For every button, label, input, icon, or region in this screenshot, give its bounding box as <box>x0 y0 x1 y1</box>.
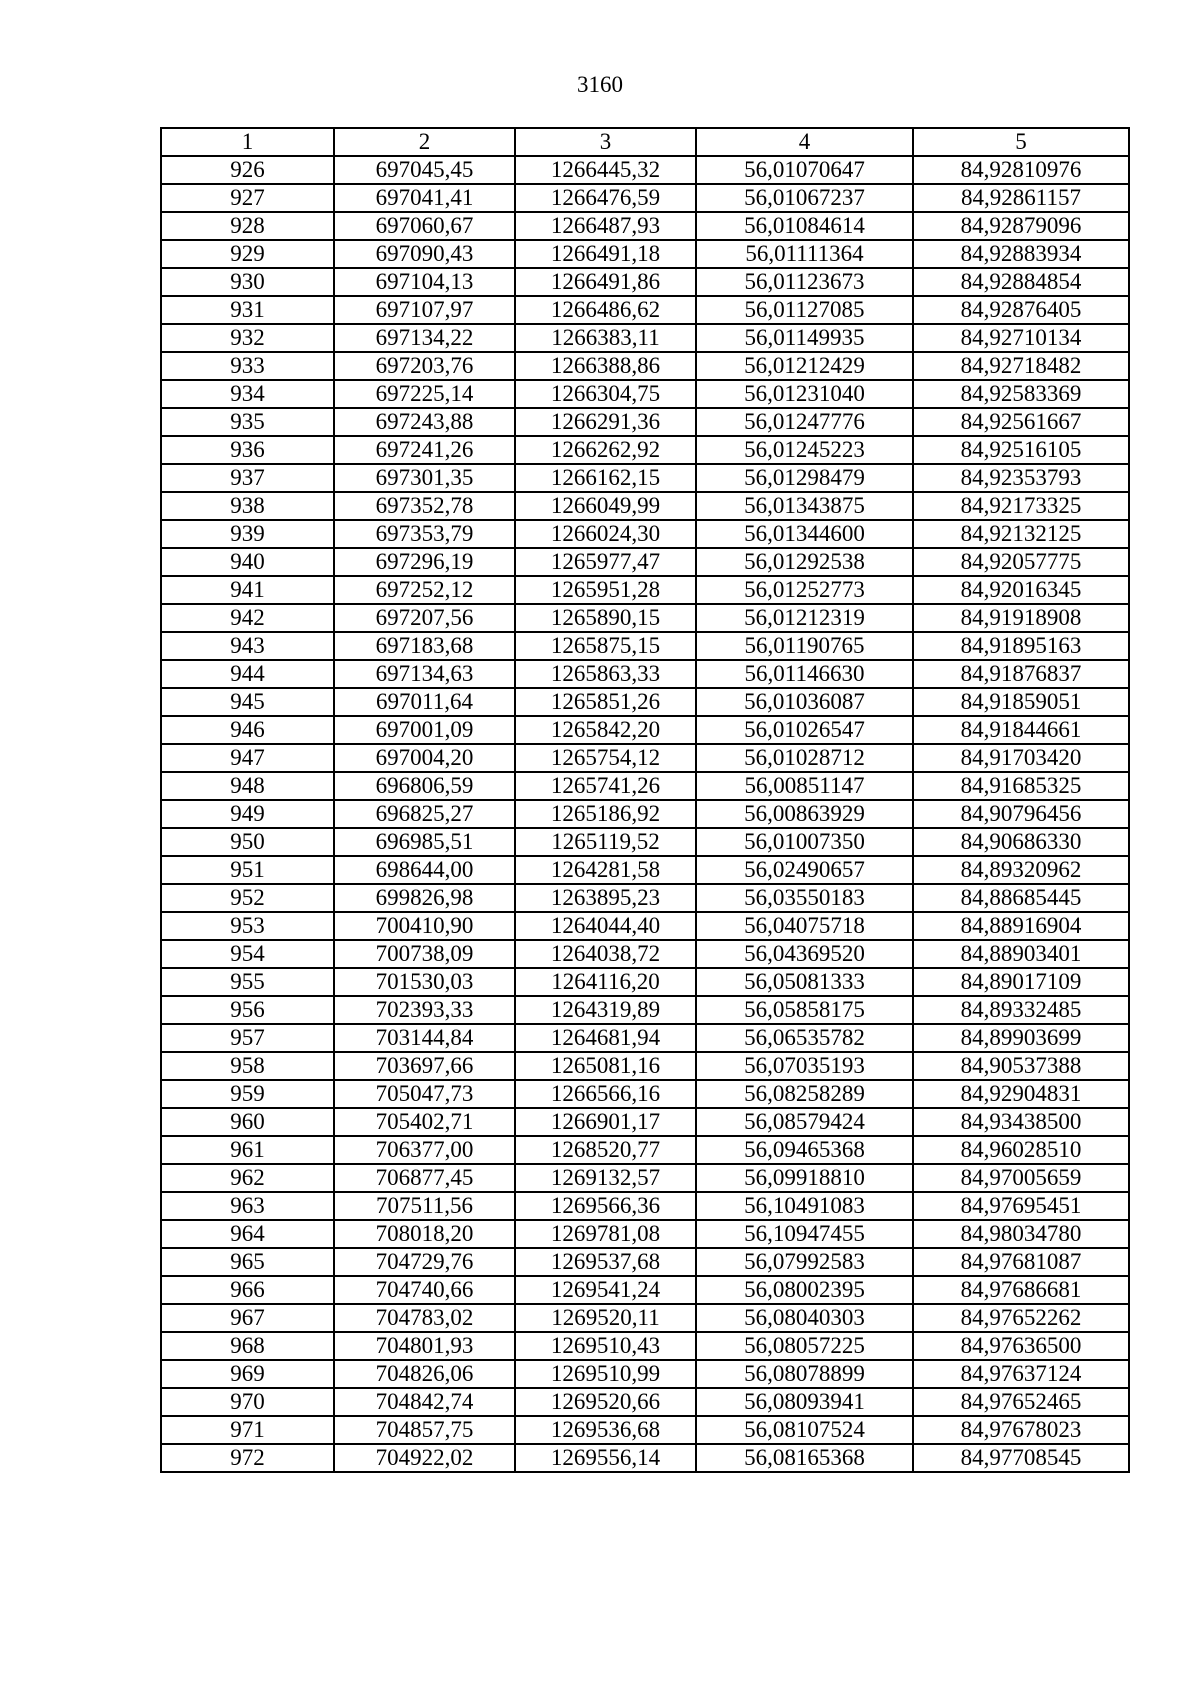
table-cell-col-5: 84,92810976 <box>913 156 1129 184</box>
table-cell-col-4: 56,09918810 <box>696 1164 913 1192</box>
page-number: 3160 <box>577 72 623 97</box>
table-row <box>161 884 1129 912</box>
table-row <box>161 968 1129 996</box>
table-cell-col-5: 84,92710134 <box>913 324 1129 352</box>
table-cell-col-3: 1264681,94 <box>515 1024 696 1052</box>
table-cell-col-3: 1269536,68 <box>515 1416 696 1444</box>
table-cell-col-4: 56,01212429 <box>696 352 913 380</box>
table-row <box>161 1416 1129 1444</box>
table-cell-col-2: 700738,09 <box>334 940 515 968</box>
table-cell-col-1: 949 <box>161 800 334 828</box>
table-cell-col-5: 84,92132125 <box>913 520 1129 548</box>
table-cell-col-1: 939 <box>161 520 334 548</box>
table-cell-col-3: 1265951,28 <box>515 576 696 604</box>
table-cell-col-2: 697134,22 <box>334 324 515 352</box>
table-cell-col-4: 56,08165368 <box>696 1444 913 1472</box>
table-cell-col-2: 697060,67 <box>334 212 515 240</box>
table-row <box>161 436 1129 464</box>
table-cell-col-4: 56,01247776 <box>696 408 913 436</box>
table-cell-col-1: 926 <box>161 156 334 184</box>
table-cell-col-4: 56,04369520 <box>696 940 913 968</box>
table-row <box>161 492 1129 520</box>
table-cell-col-4: 56,03550183 <box>696 884 913 912</box>
table-row <box>161 660 1129 688</box>
table-cell-col-1: 945 <box>161 688 334 716</box>
table-cell-col-3: 1269520,11 <box>515 1304 696 1332</box>
table-row <box>161 1024 1129 1052</box>
table-cell-col-4: 56,01028712 <box>696 744 913 772</box>
table-cell-col-1: 936 <box>161 436 334 464</box>
table-cell-col-1: 953 <box>161 912 334 940</box>
table-body <box>161 128 1129 1472</box>
table-cell-col-2: 696825,27 <box>334 800 515 828</box>
table-cell-col-3: 1266901,17 <box>515 1108 696 1136</box>
table-row <box>161 1248 1129 1276</box>
table-cell-col-1: 943 <box>161 632 334 660</box>
table-cell-col-1: 947 <box>161 744 334 772</box>
table-cell-col-5: 84,92561667 <box>913 408 1129 436</box>
table-cell-col-2: 704857,75 <box>334 1416 515 1444</box>
table-cell-col-2: 697241,26 <box>334 436 515 464</box>
table-cell-col-3: 1265842,20 <box>515 716 696 744</box>
table-cell-col-4: 56,01036087 <box>696 688 913 716</box>
table-cell-col-2: 705402,71 <box>334 1108 515 1136</box>
table-cell-col-5: 84,97708545 <box>913 1444 1129 1472</box>
table-cell-col-2: 697011,64 <box>334 688 515 716</box>
table-cell-col-3: 1265754,12 <box>515 744 696 772</box>
table-cell-col-4: 56,05081333 <box>696 968 913 996</box>
table-cell-col-5: 84,90537388 <box>913 1052 1129 1080</box>
table-cell-col-5: 84,97678023 <box>913 1416 1129 1444</box>
table-cell-col-4: 56,05858175 <box>696 996 913 1024</box>
table-row <box>161 996 1129 1024</box>
table-cell-col-2: 697243,88 <box>334 408 515 436</box>
table-row <box>161 940 1129 968</box>
header-cell-2: 2 <box>334 128 515 156</box>
table-cell-col-1: 935 <box>161 408 334 436</box>
table-cell-col-2: 700410,90 <box>334 912 515 940</box>
table-row <box>161 212 1129 240</box>
table-cell-col-4: 56,01127085 <box>696 296 913 324</box>
table-cell-col-4: 56,06535782 <box>696 1024 913 1052</box>
table-cell-col-2: 704922,02 <box>334 1444 515 1472</box>
header-cell-5: 5 <box>913 128 1129 156</box>
table-cell-col-1: 957 <box>161 1024 334 1052</box>
table-cell-col-5: 84,92057775 <box>913 548 1129 576</box>
table-cell-col-4: 56,01007350 <box>696 828 913 856</box>
table-cell-col-5: 84,97686681 <box>913 1276 1129 1304</box>
header-cell-3: 3 <box>515 128 696 156</box>
table-cell-col-3: 1265977,47 <box>515 548 696 576</box>
table-cell-col-4: 56,08057225 <box>696 1332 913 1360</box>
table-cell-col-5: 84,91918908 <box>913 604 1129 632</box>
coordinates-table <box>160 127 1130 1473</box>
table-cell-col-4: 56,08579424 <box>696 1108 913 1136</box>
table-row <box>161 856 1129 884</box>
table-cell-col-1: 942 <box>161 604 334 632</box>
table-cell-col-1: 931 <box>161 296 334 324</box>
table-row <box>161 912 1129 940</box>
table-cell-col-2: 697353,79 <box>334 520 515 548</box>
table-row <box>161 380 1129 408</box>
table-cell-col-3: 1264281,58 <box>515 856 696 884</box>
table-row <box>161 1220 1129 1248</box>
table-cell-col-3: 1266476,59 <box>515 184 696 212</box>
table-cell-col-2: 697183,68 <box>334 632 515 660</box>
table-cell-col-3: 1266304,75 <box>515 380 696 408</box>
table-cell-col-3: 1265875,15 <box>515 632 696 660</box>
table-cell-col-3: 1269541,24 <box>515 1276 696 1304</box>
table-cell-col-4: 56,01190765 <box>696 632 913 660</box>
table-cell-col-4: 56,01344600 <box>696 520 913 548</box>
table-cell-col-1: 965 <box>161 1248 334 1276</box>
table-cell-col-2: 697107,97 <box>334 296 515 324</box>
table-cell-col-2: 706377,00 <box>334 1136 515 1164</box>
table-cell-col-3: 1264116,20 <box>515 968 696 996</box>
table-cell-col-2: 697225,14 <box>334 380 515 408</box>
table-cell-col-4: 56,01343875 <box>696 492 913 520</box>
table-cell-col-5: 84,92516105 <box>913 436 1129 464</box>
table-cell-col-5: 84,92861157 <box>913 184 1129 212</box>
table-cell-col-5: 84,92883934 <box>913 240 1129 268</box>
table-row <box>161 408 1129 436</box>
table-row <box>161 184 1129 212</box>
table-cell-col-1: 956 <box>161 996 334 1024</box>
table-cell-col-3: 1265119,52 <box>515 828 696 856</box>
table-cell-col-5: 84,97005659 <box>913 1164 1129 1192</box>
table-cell-col-3: 1269520,66 <box>515 1388 696 1416</box>
table-cell-col-1: 940 <box>161 548 334 576</box>
table-cell-col-5: 84,91895163 <box>913 632 1129 660</box>
table-cell-col-5: 84,91844661 <box>913 716 1129 744</box>
table-cell-col-4: 56,01084614 <box>696 212 913 240</box>
table-cell-col-4: 56,01123673 <box>696 268 913 296</box>
table-cell-col-2: 703144,84 <box>334 1024 515 1052</box>
header-cell-4: 4 <box>696 128 913 156</box>
table-cell-col-4: 56,01026547 <box>696 716 913 744</box>
table-cell-col-3: 1266262,92 <box>515 436 696 464</box>
table-cell-col-1: 938 <box>161 492 334 520</box>
table-cell-col-3: 1264319,89 <box>515 996 696 1024</box>
table-row <box>161 828 1129 856</box>
table-row <box>161 520 1129 548</box>
table-row <box>161 352 1129 380</box>
table-cell-col-3: 1265741,26 <box>515 772 696 800</box>
table-cell-col-4: 56,01298479 <box>696 464 913 492</box>
table-cell-col-3: 1264038,72 <box>515 940 696 968</box>
table-row <box>161 296 1129 324</box>
table-cell-col-1: 929 <box>161 240 334 268</box>
table-cell-col-4: 56,07035193 <box>696 1052 913 1080</box>
table-cell-col-5: 84,89903699 <box>913 1024 1129 1052</box>
table-cell-col-2: 697252,12 <box>334 576 515 604</box>
table-cell-col-1: 934 <box>161 380 334 408</box>
table-cell-col-3: 1268520,77 <box>515 1136 696 1164</box>
table-cell-col-5: 84,91685325 <box>913 772 1129 800</box>
table-cell-col-4: 56,02490657 <box>696 856 913 884</box>
table-cell-col-2: 704826,06 <box>334 1360 515 1388</box>
table-cell-col-2: 696806,59 <box>334 772 515 800</box>
table-cell-col-5: 84,91859051 <box>913 688 1129 716</box>
table-cell-col-3: 1264044,40 <box>515 912 696 940</box>
table-cell-col-3: 1265890,15 <box>515 604 696 632</box>
table-cell-col-5: 84,96028510 <box>913 1136 1129 1164</box>
table-row <box>161 156 1129 184</box>
table-cell-col-1: 933 <box>161 352 334 380</box>
table-cell-col-3: 1266445,32 <box>515 156 696 184</box>
table-cell-col-4: 56,01252773 <box>696 576 913 604</box>
table-cell-col-3: 1269566,36 <box>515 1192 696 1220</box>
table-cell-col-2: 704801,93 <box>334 1332 515 1360</box>
table-row <box>161 1192 1129 1220</box>
table-cell-col-1: 962 <box>161 1164 334 1192</box>
table-cell-col-3: 1263895,23 <box>515 884 696 912</box>
table-cell-col-1: 959 <box>161 1080 334 1108</box>
table-cell-col-5: 84,97636500 <box>913 1332 1129 1360</box>
table-cell-col-5: 84,91876837 <box>913 660 1129 688</box>
table-cell-col-1: 927 <box>161 184 334 212</box>
table-cell-col-2: 708018,20 <box>334 1220 515 1248</box>
table-row <box>161 632 1129 660</box>
table-cell-col-5: 84,88685445 <box>913 884 1129 912</box>
table-cell-col-4: 56,07992583 <box>696 1248 913 1276</box>
table-cell-col-3: 1266388,86 <box>515 352 696 380</box>
table-cell-col-3: 1266162,15 <box>515 464 696 492</box>
table-cell-col-4: 56,08258289 <box>696 1080 913 1108</box>
table-row <box>161 716 1129 744</box>
table-cell-col-2: 697045,45 <box>334 156 515 184</box>
table-row <box>161 240 1129 268</box>
table-row <box>161 324 1129 352</box>
table-cell-col-1: 928 <box>161 212 334 240</box>
table-cell-col-4: 56,00851147 <box>696 772 913 800</box>
table-cell-col-1: 970 <box>161 1388 334 1416</box>
header-cell-1: 1 <box>161 128 334 156</box>
table-cell-col-4: 56,08002395 <box>696 1276 913 1304</box>
table-row <box>161 800 1129 828</box>
table-cell-col-2: 704842,74 <box>334 1388 515 1416</box>
table-cell-col-1: 950 <box>161 828 334 856</box>
table-cell-col-4: 56,01292538 <box>696 548 913 576</box>
table-cell-col-4: 56,10947455 <box>696 1220 913 1248</box>
table-cell-col-1: 964 <box>161 1220 334 1248</box>
table-cell-col-2: 697134,63 <box>334 660 515 688</box>
table-cell-col-3: 1269510,43 <box>515 1332 696 1360</box>
table-cell-col-2: 704740,66 <box>334 1276 515 1304</box>
table-cell-col-2: 707511,56 <box>334 1192 515 1220</box>
table-cell-col-3: 1269556,14 <box>515 1444 696 1472</box>
table-cell-col-5: 84,92884854 <box>913 268 1129 296</box>
table-cell-col-5: 84,89332485 <box>913 996 1129 1024</box>
table-cell-col-2: 697296,19 <box>334 548 515 576</box>
table-cell-col-2: 706877,45 <box>334 1164 515 1192</box>
table-cell-col-1: 958 <box>161 1052 334 1080</box>
table-row <box>161 1164 1129 1192</box>
table-cell-col-3: 1269510,99 <box>515 1360 696 1388</box>
table-cell-col-5: 84,97652465 <box>913 1388 1129 1416</box>
table-cell-col-3: 1265186,92 <box>515 800 696 828</box>
table-cell-col-4: 56,01149935 <box>696 324 913 352</box>
table-cell-col-1: 954 <box>161 940 334 968</box>
table-cell-col-5: 84,92876405 <box>913 296 1129 324</box>
table-cell-col-2: 697001,09 <box>334 716 515 744</box>
table-cell-col-1: 955 <box>161 968 334 996</box>
table-cell-col-3: 1266566,16 <box>515 1080 696 1108</box>
table-cell-col-2: 698644,00 <box>334 856 515 884</box>
table-cell-col-4: 56,00863929 <box>696 800 913 828</box>
table-row <box>161 268 1129 296</box>
table-cell-col-5: 84,92718482 <box>913 352 1129 380</box>
table-row <box>161 464 1129 492</box>
table-cell-col-1: 937 <box>161 464 334 492</box>
table-cell-col-3: 1266291,36 <box>515 408 696 436</box>
table-cell-col-1: 932 <box>161 324 334 352</box>
table-cell-col-2: 701530,03 <box>334 968 515 996</box>
table-cell-col-3: 1266487,93 <box>515 212 696 240</box>
table-cell-col-5: 84,92016345 <box>913 576 1129 604</box>
table-cell-col-1: 969 <box>161 1360 334 1388</box>
table-cell-col-2: 704783,02 <box>334 1304 515 1332</box>
table-cell-col-3: 1266491,86 <box>515 268 696 296</box>
table-cell-col-5: 84,92879096 <box>913 212 1129 240</box>
table-cell-col-2: 697090,43 <box>334 240 515 268</box>
table-row <box>161 1136 1129 1164</box>
table-cell-col-2: 702393,33 <box>334 996 515 1024</box>
table-cell-col-5: 84,88916904 <box>913 912 1129 940</box>
table-cell-col-1: 966 <box>161 1276 334 1304</box>
table-cell-col-1: 948 <box>161 772 334 800</box>
table-cell-col-4: 56,01111364 <box>696 240 913 268</box>
table-cell-col-5: 84,91703420 <box>913 744 1129 772</box>
table-cell-col-5: 84,97695451 <box>913 1192 1129 1220</box>
table-cell-col-2: 697301,35 <box>334 464 515 492</box>
table-row <box>161 1080 1129 1108</box>
table-cell-col-3: 1269132,57 <box>515 1164 696 1192</box>
table-row <box>161 688 1129 716</box>
table-cell-col-4: 56,08078899 <box>696 1360 913 1388</box>
table-cell-col-4: 56,09465368 <box>696 1136 913 1164</box>
table-row <box>161 1332 1129 1360</box>
table-cell-col-2: 704729,76 <box>334 1248 515 1276</box>
table-cell-col-5: 84,98034780 <box>913 1220 1129 1248</box>
table-cell-col-3: 1266383,11 <box>515 324 696 352</box>
table-cell-col-1: 960 <box>161 1108 334 1136</box>
table-cell-col-1: 972 <box>161 1444 334 1472</box>
table-row <box>161 1276 1129 1304</box>
table-cell-col-5: 84,97637124 <box>913 1360 1129 1388</box>
table-cell-col-1: 961 <box>161 1136 334 1164</box>
table-cell-col-2: 696985,51 <box>334 828 515 856</box>
table-row <box>161 576 1129 604</box>
table-cell-col-5: 84,92583369 <box>913 380 1129 408</box>
table-cell-col-4: 56,01245223 <box>696 436 913 464</box>
table-cell-col-4: 56,08040303 <box>696 1304 913 1332</box>
table-cell-col-5: 84,93438500 <box>913 1108 1129 1136</box>
table-cell-col-2: 697004,20 <box>334 744 515 772</box>
table-cell-col-4: 56,04075718 <box>696 912 913 940</box>
table-cell-col-3: 1269537,68 <box>515 1248 696 1276</box>
table-cell-col-5: 84,97681087 <box>913 1248 1129 1276</box>
table-cell-col-2: 697203,76 <box>334 352 515 380</box>
table-cell-col-4: 56,01146630 <box>696 660 913 688</box>
table-cell-col-2: 703697,66 <box>334 1052 515 1080</box>
table-cell-col-1: 952 <box>161 884 334 912</box>
table-row <box>161 604 1129 632</box>
table-cell-col-5: 84,92173325 <box>913 492 1129 520</box>
table-cell-col-4: 56,10491083 <box>696 1192 913 1220</box>
table-cell-col-3: 1266486,62 <box>515 296 696 324</box>
table-cell-col-2: 697041,41 <box>334 184 515 212</box>
table-cell-col-5: 84,97652262 <box>913 1304 1129 1332</box>
table-row <box>161 548 1129 576</box>
table-cell-col-5: 84,90796456 <box>913 800 1129 828</box>
table-cell-col-1: 967 <box>161 1304 334 1332</box>
table-cell-col-3: 1265851,26 <box>515 688 696 716</box>
table-cell-col-3: 1265863,33 <box>515 660 696 688</box>
table-cell-col-5: 84,92353793 <box>913 464 1129 492</box>
table-cell-col-5: 84,90686330 <box>913 828 1129 856</box>
table-cell-col-1: 963 <box>161 1192 334 1220</box>
table-cell-col-4: 56,08093941 <box>696 1388 913 1416</box>
table-cell-col-2: 705047,73 <box>334 1080 515 1108</box>
table-cell-col-1: 944 <box>161 660 334 688</box>
table-row <box>161 1108 1129 1136</box>
table-cell-col-4: 56,01070647 <box>696 156 913 184</box>
table-row <box>161 1304 1129 1332</box>
table-cell-col-1: 968 <box>161 1332 334 1360</box>
table-cell-col-4: 56,01212319 <box>696 604 913 632</box>
table-cell-col-3: 1269781,08 <box>515 1220 696 1248</box>
table-cell-col-1: 971 <box>161 1416 334 1444</box>
table-cell-col-2: 697207,56 <box>334 604 515 632</box>
table-cell-col-4: 56,08107524 <box>696 1416 913 1444</box>
table-cell-col-5: 84,92904831 <box>913 1080 1129 1108</box>
table-row <box>161 1052 1129 1080</box>
table-cell-col-1: 930 <box>161 268 334 296</box>
table-cell-col-3: 1266049,99 <box>515 492 696 520</box>
table-cell-col-3: 1265081,16 <box>515 1052 696 1080</box>
table-cell-col-5: 84,89320962 <box>913 856 1129 884</box>
table-cell-col-1: 951 <box>161 856 334 884</box>
table-cell-col-1: 941 <box>161 576 334 604</box>
table-cell-col-2: 699826,98 <box>334 884 515 912</box>
table-row <box>161 1444 1129 1472</box>
table-row <box>161 1360 1129 1388</box>
table-row <box>161 772 1129 800</box>
table-cell-col-5: 84,88903401 <box>913 940 1129 968</box>
table-cell-col-2: 697104,13 <box>334 268 515 296</box>
table-cell-col-2: 697352,78 <box>334 492 515 520</box>
table-row <box>161 1388 1129 1416</box>
table-row <box>161 744 1129 772</box>
table-header-row <box>161 128 1129 156</box>
table-cell-col-1: 946 <box>161 716 334 744</box>
table-cell-col-5: 84,89017109 <box>913 968 1129 996</box>
table-cell-col-3: 1266491,18 <box>515 240 696 268</box>
table-cell-col-3: 1266024,30 <box>515 520 696 548</box>
table-cell-col-4: 56,01067237 <box>696 184 913 212</box>
table-cell-col-4: 56,01231040 <box>696 380 913 408</box>
